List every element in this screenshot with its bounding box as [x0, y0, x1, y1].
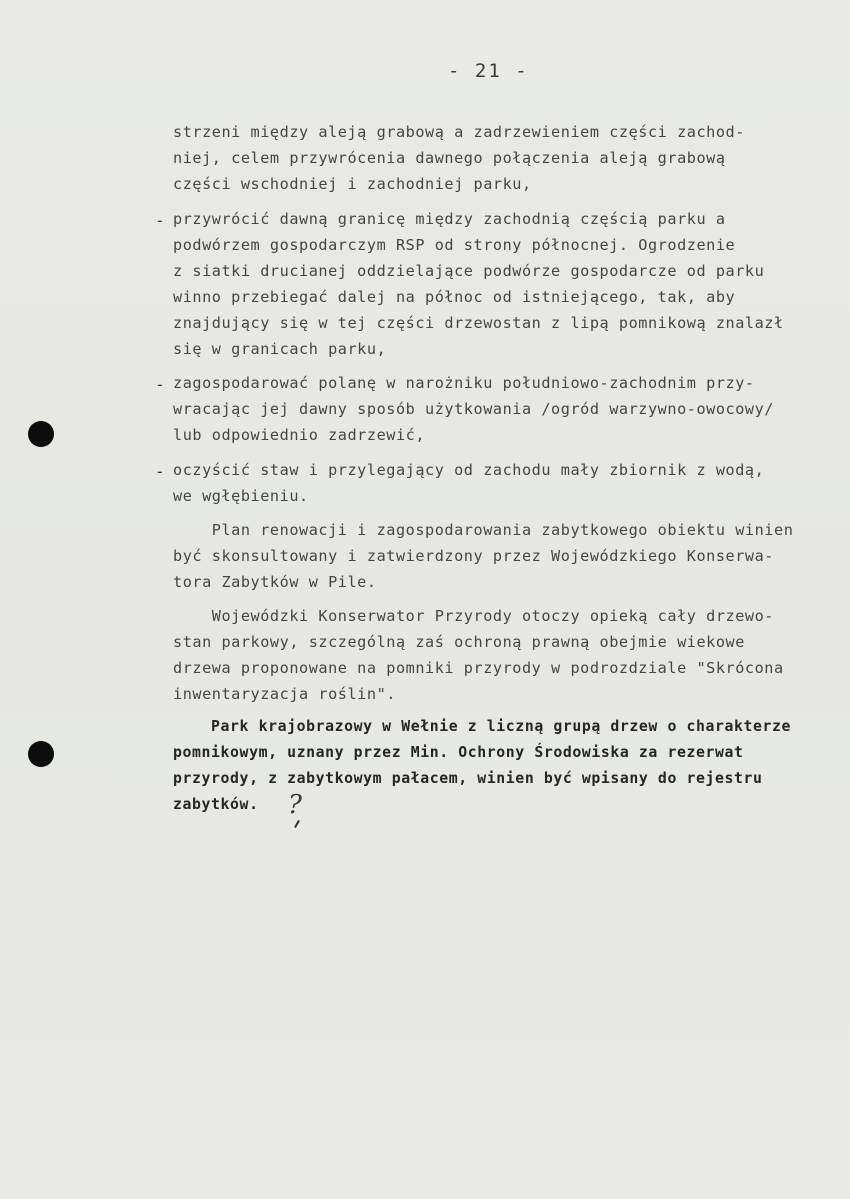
text-line: przyrody, z zabytkowym pałacem, winien być wpisany do rejestru [173, 770, 763, 787]
punch-hole-upper [28, 421, 54, 447]
text-line: Plan renowacji i zagospodarowania zabytkowego obiektu winien [173, 521, 794, 539]
text-line: tora Zabytków w Pile. [173, 573, 377, 591]
list-bullet-dash: - [155, 375, 165, 394]
text-line: się w granicach parku, [173, 340, 387, 358]
text-line: być skonsultowany i zatwierdzony przez Wojewódzkiego Konserwa- [173, 547, 775, 565]
text-line: we wgłębieniu. [173, 487, 309, 505]
text-line: inwentaryzacja roślin". [173, 685, 396, 703]
text-line: stan parkowy, szczególną zaś ochroną prawną obejmie wiekowe [173, 633, 745, 651]
text-line: części wschodniej i zachodniej parku, [173, 175, 532, 193]
text-line: niej, celem przywrócenia dawnego połączenia aleją grabową [173, 149, 726, 167]
text-line: winno przebiegać dalej na północ od istniejącego, tak, aby [173, 288, 736, 306]
text-line: zabytków. [173, 796, 259, 813]
list-bullet-dash: - [155, 211, 165, 230]
text-line: Wojewódzki Konserwator Przyrody otoczy opieką cały drzewo- [173, 607, 775, 625]
handwritten-tick-mark [294, 820, 300, 828]
text-line: pomnikowym, uznany przez Min. Ochrony Środowiska za rezerwat [173, 744, 744, 761]
text-line: wracając jej dawny sposób użytkowania /ogród warzywno-owocowy/ [173, 400, 775, 418]
text-line: przywrócić dawną granicę między zachodnią częścią parku a [173, 210, 726, 228]
page-number: - 21 - [448, 60, 529, 82]
punch-hole-lower [28, 741, 54, 767]
text-line: z siatki drucianej oddzielające podwórze gospodarcze od parku [173, 262, 765, 280]
text-line: drzewa proponowane na pomniki przyrody w podrozdziale "Skrócona [173, 659, 784, 677]
handwritten-question-mark: ? [288, 790, 302, 820]
text-line: lub odpowiednio zadrzewić, [173, 426, 426, 444]
text-line: zagospodarować polanę w narożniku południowo-zachodnim przy- [173, 374, 755, 392]
text-line: Park krajobrazowy w Wełnie z liczną grupą drzew o charakterze [173, 718, 792, 735]
text-line: strzeni między aleją grabową a zadrzewieniem części zachod- [173, 123, 745, 141]
text-line: oczyścić staw i przylegający od zachodu mały zbiornik z wodą, [173, 461, 765, 479]
text-line: znajdujący się w tej części drzewostan z lipą pomnikową znalazł [173, 314, 784, 332]
text-line: podwórzem gospodarczym RSP od strony północnej. Ogrodzenie [173, 236, 736, 254]
list-bullet-dash: - [155, 462, 165, 481]
